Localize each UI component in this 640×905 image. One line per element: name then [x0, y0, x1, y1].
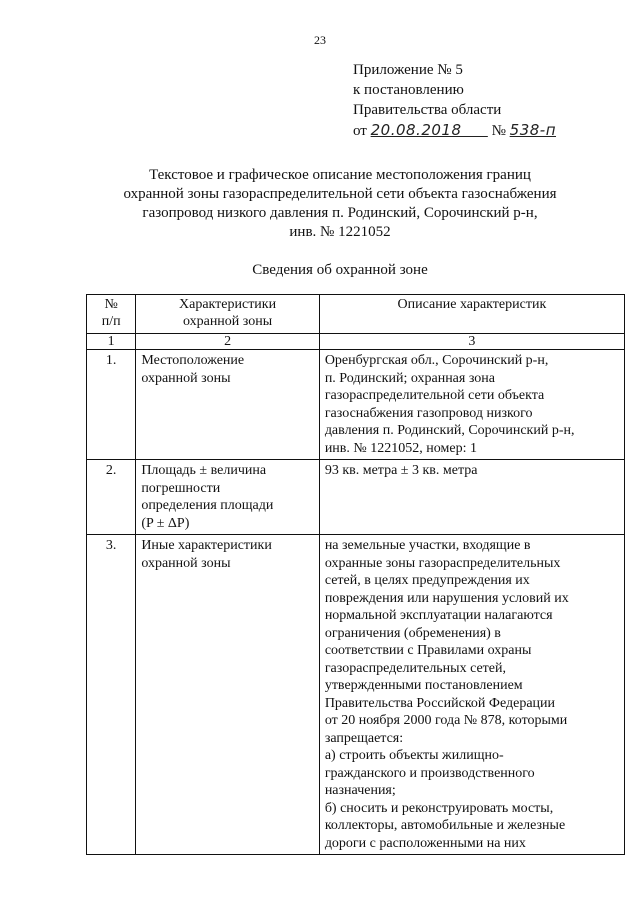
cell-text-line: нормальной эксплуатации налагаются: [324, 608, 553, 623]
index-cell: 1: [87, 334, 136, 350]
cell-text-line: Местоположение: [141, 353, 245, 368]
row-number: 1.: [87, 350, 136, 460]
title-line: охранной зоны газораспределительной сети объекта газоснабжения: [123, 186, 557, 202]
cell-text-line: п. Родинский; охранная зона: [324, 370, 495, 386]
cell-text-line: охранной зоны: [141, 555, 231, 571]
handwritten-date: 20.08.2018: [370, 121, 462, 139]
cell-text-line: гражданского и производственного: [324, 765, 535, 781]
table-index-row: [87, 334, 625, 350]
cell-text-line: Правительства Российской Федерации: [324, 695, 556, 711]
row-description: [319, 535, 624, 855]
row-number: 3.: [87, 535, 136, 855]
table-row: [87, 460, 625, 535]
appendix-block: [353, 60, 556, 141]
row-description: [319, 460, 624, 535]
date-prefix: от: [353, 123, 367, 139]
table-row: [87, 535, 625, 855]
cell-text-line: коллекторы, автомобильные и железные: [324, 818, 566, 833]
row-characteristic: [136, 350, 320, 460]
title-line: Текстовое и графическое описание местоположения границ: [149, 167, 531, 183]
cell-text-line: а) строить объекты жилищно-: [324, 748, 504, 763]
table-header-row: [87, 295, 625, 334]
header-characteristics: Характеристики охранной зоны: [136, 295, 320, 334]
cell-text-line: охранные зоны газораспределительных: [324, 555, 561, 571]
cell-text-line: запрещается:: [324, 730, 404, 746]
cell-text-line: повреждения или нарушения условий их: [324, 590, 569, 606]
appendix-date-line: [353, 120, 556, 141]
cell-text-line: давления п. Родинский, Сорочинский р-н,: [324, 423, 575, 438]
cell-text-line: сетей, в целях предупреждения их: [324, 573, 530, 588]
row-number: 2.: [87, 460, 136, 535]
cell-text-line: инв. № 1221052, номер: 1: [324, 440, 477, 456]
section-title: Сведения об охранной зоне: [252, 262, 428, 278]
title-line: газопровод низкого давления п. Родинский, Сорочинский р-н,: [142, 205, 538, 221]
cell-text-line: газораспределительных сетей,: [324, 660, 507, 676]
appendix-line-2: к постановлению: [353, 82, 464, 98]
index-cell: 3: [319, 334, 624, 350]
cell-text-line: (P ± ΔP): [141, 515, 190, 531]
page-number: 23: [314, 33, 326, 47]
cell-text-line: утвержденными постановлением: [324, 678, 523, 693]
header-num: № п/п: [87, 295, 136, 334]
appendix-line-3: Правительства области: [353, 102, 502, 118]
cell-text-line: на земельные участки, входящие в: [324, 538, 531, 553]
cell-text-line: 93 кв. метра ± 3 кв. метра: [324, 463, 478, 478]
cell-text-line: от 20 ноября 2000 года № 878, которыми: [324, 713, 568, 728]
cell-text-line: газоснабжения газопровод низкого: [324, 405, 533, 421]
protection-zone-table: [86, 294, 625, 855]
cell-text-line: назначения;: [324, 783, 396, 798]
cell-text-line: соответствии с Правилами охраны: [324, 643, 532, 658]
cell-text-line: газораспределительной сети объекта: [324, 388, 545, 403]
row-characteristic: [136, 535, 320, 855]
number-prefix: №: [491, 123, 506, 139]
cell-text-line: погрешности: [141, 480, 221, 496]
row-characteristic: [136, 460, 320, 535]
cell-text-line: Оренбургская обл., Сорочинский р-н,: [324, 353, 549, 368]
appendix-line-1: Приложение № 5: [353, 62, 463, 78]
title-line: инв. № 1221052: [289, 224, 391, 240]
row-description: [319, 350, 624, 460]
header-description: Описание характеристик: [319, 295, 624, 334]
handwritten-number: 538-п: [509, 121, 557, 139]
cell-text-line: охранной зоны: [141, 370, 231, 386]
cell-text-line: дороги с расположенными на них: [324, 835, 526, 851]
document-title: [60, 166, 620, 242]
cell-text-line: определения площади: [141, 498, 274, 513]
index-cell: 2: [136, 334, 320, 350]
cell-text-line: Иные характеристики: [141, 538, 272, 553]
cell-text-line: Площадь ± величина: [141, 463, 267, 478]
cell-text-line: ограничения (обременения) в: [324, 625, 501, 641]
table-row: [87, 350, 625, 460]
cell-text-line: б) сносить и реконструировать мосты,: [324, 800, 554, 816]
